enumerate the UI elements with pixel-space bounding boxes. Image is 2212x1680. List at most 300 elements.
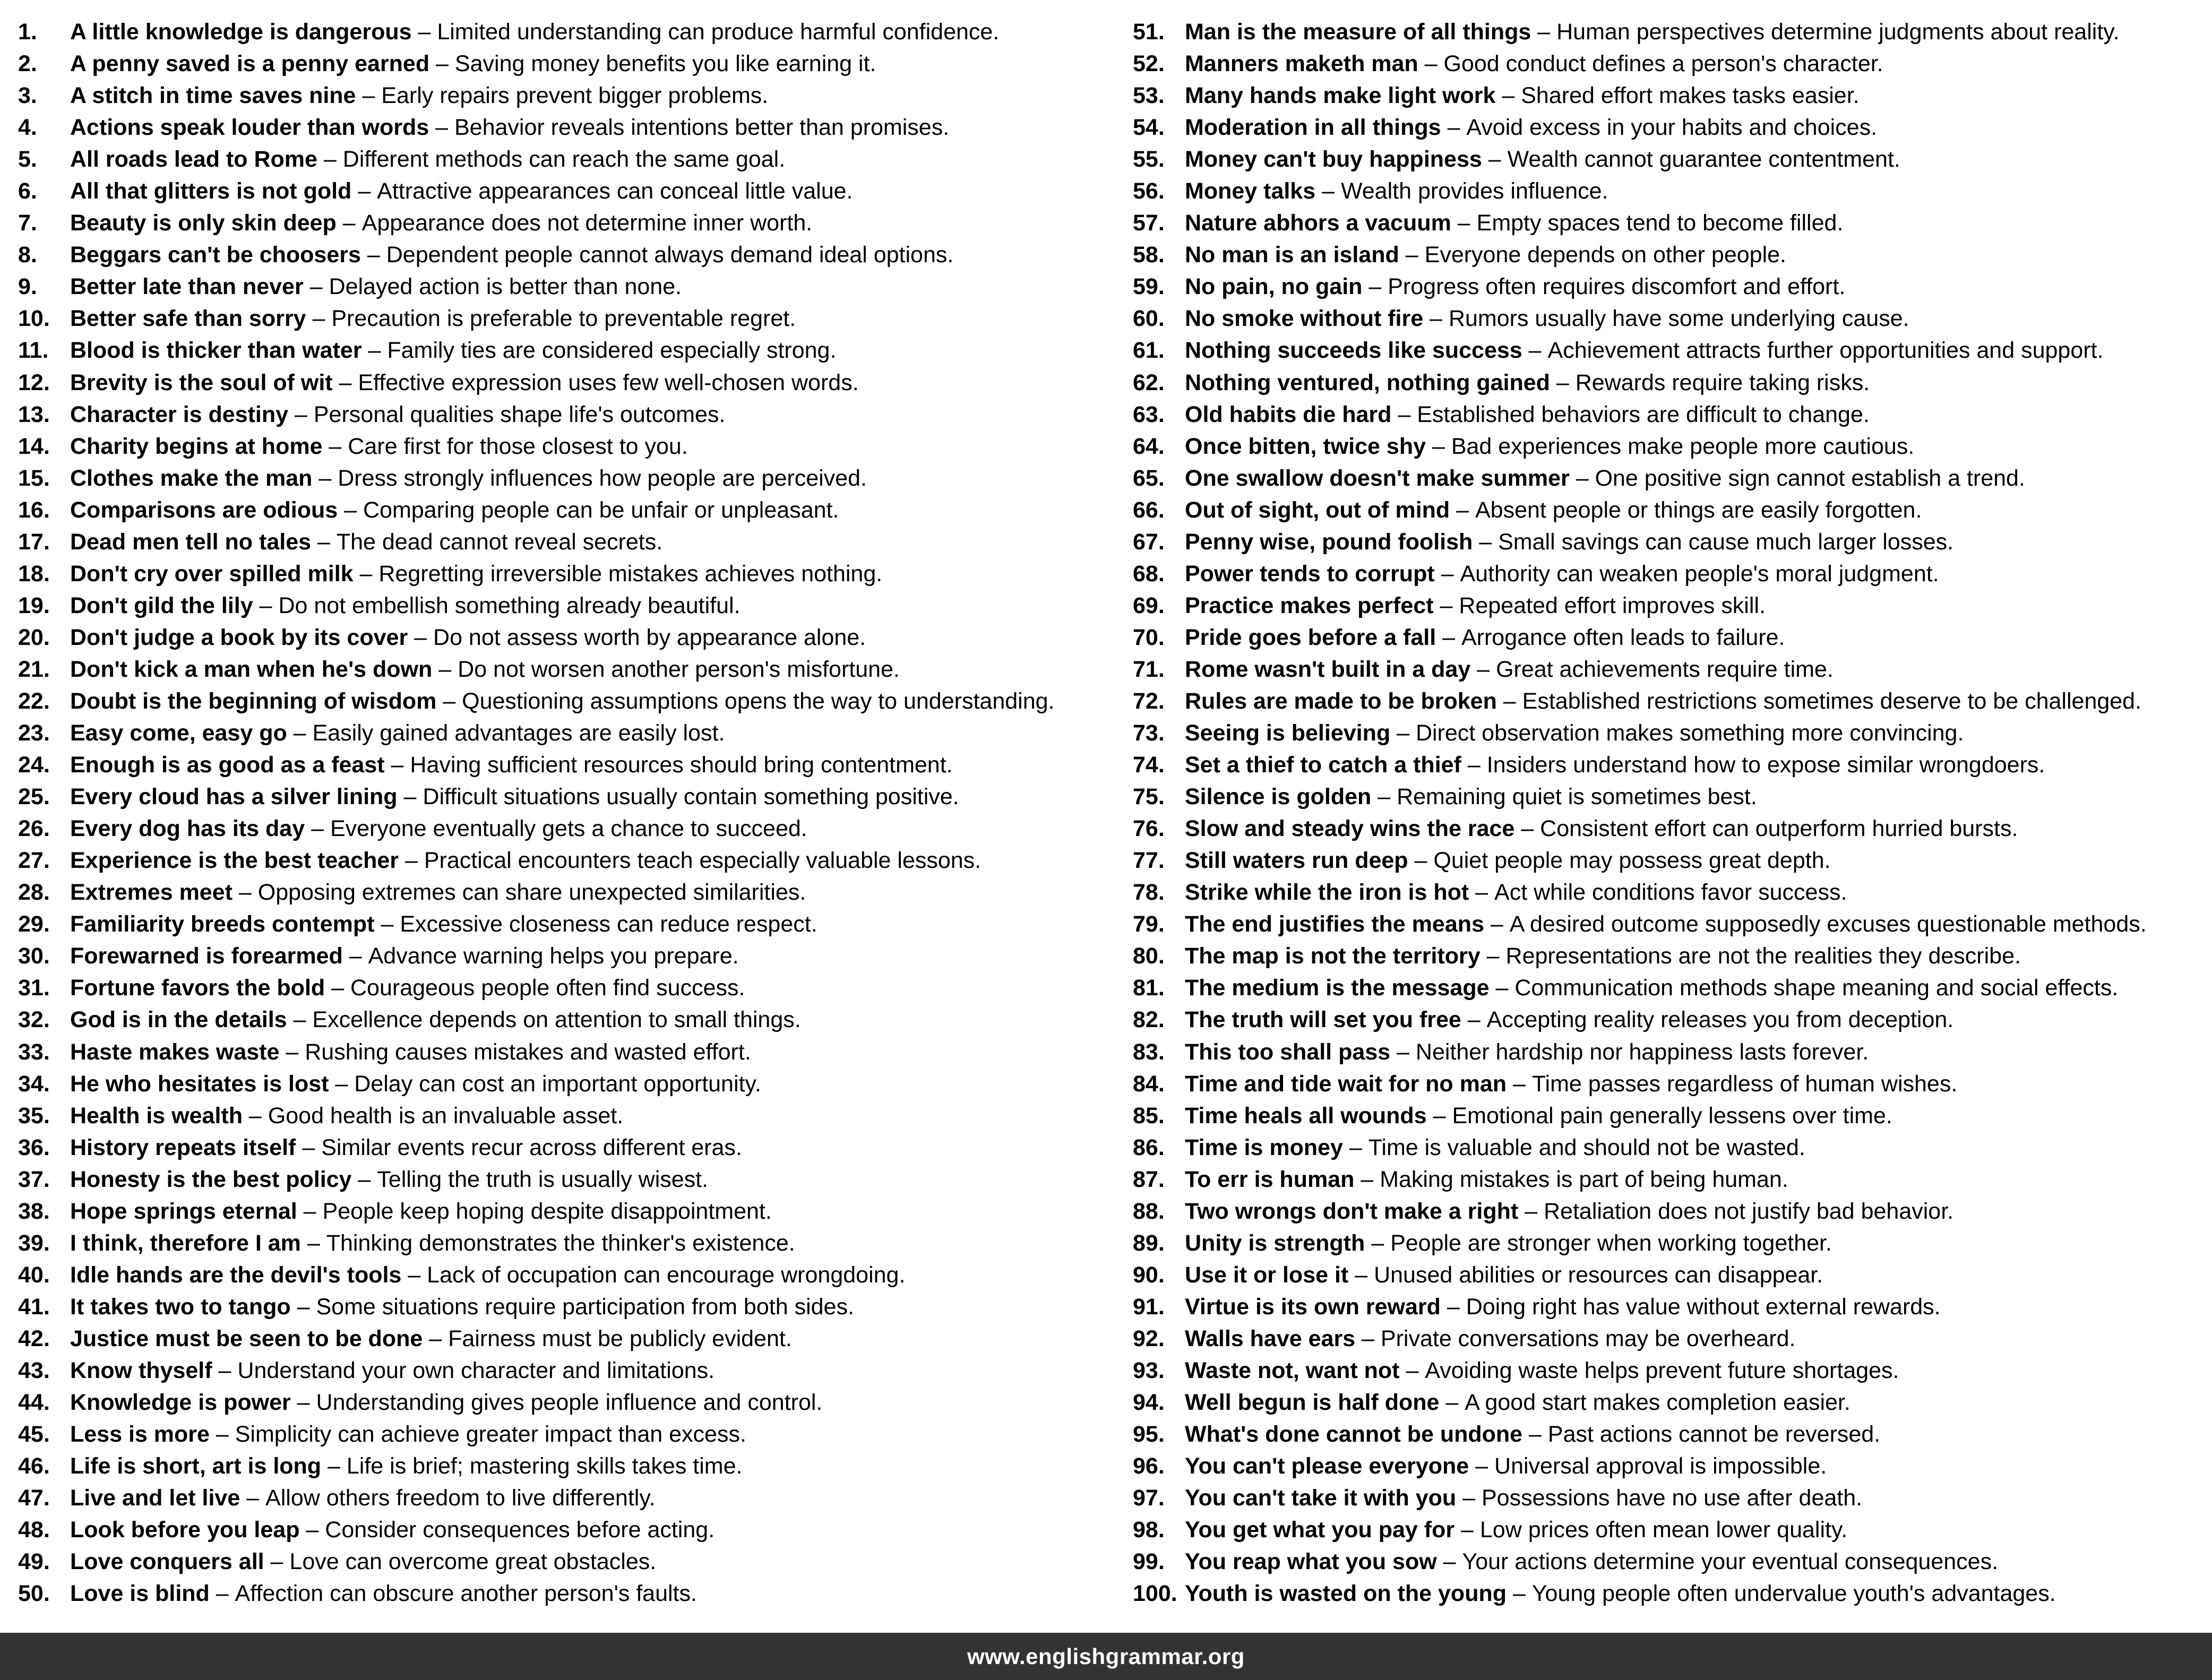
proverb-meaning: One positive sign cannot establish a trend. [1595, 465, 2025, 491]
proverb-phrase: Rules are made to be broken [1185, 688, 1497, 714]
proverb-separator: – [1391, 401, 1417, 427]
proverb-item [1133, 558, 2205, 590]
proverb-item [1133, 845, 2205, 876]
proverb-separator: – [356, 83, 382, 109]
proverb-phrase: God is in the details [70, 1007, 287, 1033]
proverb-separator: – [242, 1102, 268, 1128]
proverb-item [1133, 908, 2205, 940]
proverb-phrase: Life is short, art is long [70, 1453, 322, 1479]
proverb-meaning: Consistent effort can outperform hurried bursts. [1540, 816, 2018, 842]
proverb-phrase: Better late than never [70, 274, 304, 300]
proverb-item [18, 749, 1127, 781]
proverb-separator: – [300, 1230, 326, 1256]
proverb-separator: – [1426, 1102, 1452, 1128]
website-url: www.englishgrammar.org [967, 1643, 1245, 1669]
proverb-meaning: Making mistakes is part of being human. [1380, 1166, 1788, 1192]
proverb-meaning: Fairness must be publicly evident. [448, 1325, 792, 1351]
proverb-number: 86. [1133, 1134, 1165, 1160]
proverb-phrase: Brevity is the soul of wit [70, 369, 333, 395]
proverb-separator: – [1441, 115, 1467, 141]
proverb-number: 9. [18, 274, 37, 300]
proverb-phrase: Power tends to corrupt [1185, 561, 1435, 587]
proverb-phrase: Beggars can't be choosers [70, 242, 361, 268]
proverb-number: 3. [18, 83, 37, 109]
proverb-number: 36. [18, 1134, 50, 1160]
proverb-number: 6. [18, 178, 37, 204]
proverb-separator: – [399, 848, 424, 874]
proverb-number: 30. [18, 943, 50, 969]
proverb-separator: – [1348, 1262, 1374, 1288]
proverb-separator: – [1423, 306, 1449, 332]
proverb-item [18, 1259, 1127, 1291]
proverb-meaning: Rewards require taking risks. [1575, 369, 1870, 395]
proverb-meaning: People keep hoping despite disappointment. [322, 1198, 772, 1224]
proverb-phrase: Hope springs eternal [70, 1198, 297, 1224]
proverb-phrase: Haste makes waste [70, 1039, 280, 1065]
proverb-meaning: Time passes regardless of human wishes. [1531, 1071, 1958, 1097]
proverb-number: 100. [1133, 1581, 1177, 1607]
proverb-phrase: Youth is wasted on the young [1185, 1581, 1507, 1607]
proverb-phrase: It takes two to tango [70, 1294, 291, 1320]
proverb-phrase: I think, therefore I am [70, 1230, 301, 1256]
proverb-separator: – [429, 51, 455, 77]
proverb-item [1133, 622, 2205, 653]
proverb-separator: – [209, 1581, 235, 1607]
proverb-meaning: Effective expression uses few well-chosen words. [358, 369, 859, 395]
proverb-number: 56. [1133, 178, 1165, 204]
proverb-number: 88. [1133, 1198, 1165, 1224]
proverb-item [1133, 749, 2205, 781]
proverb-phrase: What's done cannot be undone [1185, 1421, 1523, 1448]
proverb-separator: – [408, 624, 434, 650]
proverb-meaning: Representations are not the realities they describe. [1505, 943, 2021, 969]
proverb-meaning: Limited understanding can produce harmful confidence. [437, 19, 1000, 45]
proverb-separator: – [325, 975, 350, 1001]
proverb-number: 34. [18, 1071, 50, 1097]
proverb-meaning: Rumors usually have some underlying cause. [1448, 306, 1909, 332]
proverb-phrase: Penny wise, pound foolish [1185, 529, 1473, 555]
proverb-item [18, 1004, 1127, 1036]
proverb-number: 74. [1133, 752, 1165, 778]
proverb-separator: – [1470, 656, 1496, 682]
proverb-meaning: Past actions cannot be reversed. [1547, 1421, 1881, 1448]
proverb-item [1133, 1323, 2205, 1355]
proverb-separator: – [1371, 784, 1397, 810]
proverb-meaning: Excellence depends on attention to small things. [312, 1007, 801, 1033]
proverb-number: 25. [18, 784, 50, 810]
proverb-meaning: Dependent people cannot always demand ideal options. [386, 242, 954, 268]
proverb-separator: – [1518, 1198, 1544, 1224]
proverb-separator: – [299, 1517, 325, 1543]
proverb-item [1133, 1036, 2205, 1068]
proverb-number: 35. [18, 1102, 50, 1128]
proverb-meaning: Saving money benefits you like earning it. [454, 51, 876, 77]
proverb-item [18, 1291, 1127, 1323]
proverb-number: 83. [1133, 1039, 1165, 1065]
proverb-phrase: Man is the measure of all things [1185, 19, 1531, 45]
proverb-phrase: Nothing succeeds like success [1185, 338, 1522, 364]
proverb-phrase: Still waters run deep [1185, 848, 1408, 874]
proverb-meaning: Time is valuable and should not be wasted. [1368, 1134, 1805, 1160]
proverb-number: 31. [18, 975, 50, 1001]
proverb-phrase: Forewarned is forearmed [70, 943, 343, 969]
proverb-separator: – [336, 210, 362, 236]
proverb-meaning: Young people often undervalue youth's advantages. [1531, 1581, 2056, 1607]
proverb-phrase: Time heals all wounds [1185, 1102, 1427, 1128]
proverb-item [1133, 685, 2205, 717]
proverb-separator: – [264, 1549, 290, 1575]
proverb-meaning: Family ties are considered especially strong. [387, 338, 837, 364]
proverb-item [1133, 1164, 2205, 1195]
proverb-meaning: Understanding gives people influence and control. [316, 1390, 823, 1416]
proverb-separator: – [1354, 1166, 1380, 1192]
proverb-number: 28. [18, 880, 50, 906]
proverb-separator: – [287, 720, 313, 746]
proverb-separator: – [1461, 752, 1487, 778]
proverb-separator: – [1531, 19, 1557, 45]
proverb-number: 16. [18, 497, 50, 523]
proverb-meaning: Emotional pain generally lessens over time. [1452, 1102, 1892, 1128]
proverb-number: 90. [1133, 1262, 1165, 1288]
proverb-separator: – [338, 497, 363, 523]
proverb-phrase: To err is human [1185, 1166, 1355, 1192]
proverb-number: 27. [18, 848, 50, 874]
proverb-item [1133, 526, 2205, 558]
proverb-phrase: The medium is the message [1185, 975, 1490, 1001]
proverb-item [1133, 781, 2205, 813]
proverb-number: 59. [1133, 274, 1165, 300]
proverb-item [1133, 1578, 2205, 1609]
proverb-separator: – [1489, 975, 1515, 1001]
proverb-phrase: He who hesitates is lost [70, 1071, 329, 1097]
proverb-phrase: Two wrongs don't make a right [1185, 1198, 1519, 1224]
proverb-item [1133, 590, 2205, 622]
proverb-item [18, 1578, 1127, 1609]
proverb-meaning: Achievement attracts further opportunities and support. [1547, 338, 2104, 364]
proverb-phrase: You can't take it with you [1185, 1485, 1457, 1511]
proverb-number: 48. [18, 1517, 50, 1543]
proverb-item [1133, 1546, 2205, 1578]
proverb-number: 82. [1133, 1007, 1165, 1033]
proverb-number: 41. [18, 1294, 50, 1320]
proverb-separator: – [429, 115, 454, 141]
proverb-separator: – [342, 943, 368, 969]
proverb-number: 80. [1133, 943, 1165, 969]
proverb-phrase: Beauty is only skin deep [70, 210, 337, 236]
proverb-item [1133, 1355, 2205, 1386]
proverb-phrase: Manners maketh man [1185, 51, 1418, 77]
proverb-separator: – [305, 816, 330, 842]
proverb-item [18, 239, 1127, 271]
proverb-meaning: Shared effort makes tasks easier. [1521, 83, 1860, 109]
proverb-item [1133, 653, 2205, 685]
proverb-separator: – [311, 529, 337, 555]
proverb-meaning: Dress strongly influences how people are perceived. [338, 465, 867, 491]
proverb-meaning: Absent people or things are easily forgotten. [1475, 497, 1922, 523]
proverb-item [1133, 1068, 2205, 1100]
proverb-item [18, 717, 1127, 749]
proverb-separator: – [432, 656, 458, 682]
proverb-number: 2. [18, 51, 37, 77]
proverb-phrase: Many hands make light work [1185, 83, 1496, 109]
proverb-item [18, 143, 1127, 175]
proverb-item [1133, 207, 2205, 239]
proverb-item [18, 303, 1127, 334]
proverb-number: 53. [1133, 83, 1165, 109]
proverb-meaning: Do not embellish something already beautiful. [278, 592, 741, 618]
proverb-separator: – [374, 911, 400, 937]
proverb-phrase: Moderation in all things [1185, 115, 1441, 141]
proverb-meaning: Lack of occupation can encourage wrongdoing. [427, 1262, 906, 1288]
proverb-phrase: A little knowledge is dangerous [70, 19, 412, 45]
proverb-phrase: Extremes meet [70, 880, 233, 906]
proverb-number: 97. [1133, 1485, 1165, 1511]
proverb-meaning: Everyone depends on other people. [1424, 242, 1786, 268]
proverb-meaning: Human perspectives determine judgments about reality. [1556, 19, 2120, 45]
proverb-number: 18. [18, 561, 50, 587]
proverb-separator: – [397, 784, 423, 810]
proverb-item [18, 1355, 1127, 1386]
proverb-meaning: Accepting reality releases you from deception. [1486, 1007, 1954, 1033]
proverb-separator: – [306, 306, 332, 332]
proverb-separator: – [212, 1357, 238, 1383]
proverb-number: 50. [18, 1581, 50, 1607]
proverb-item [1133, 972, 2205, 1004]
proverb-phrase: Every dog has its day [70, 816, 305, 842]
proverb-phrase: Familiarity breeds contempt [70, 911, 375, 937]
proverb-separator: – [1365, 1230, 1391, 1256]
proverb-number: 29. [18, 911, 50, 937]
proverb-separator: – [312, 465, 338, 491]
proverb-meaning: Avoiding waste helps prevent future shortages. [1425, 1357, 1899, 1383]
proverb-separator: – [1456, 1485, 1482, 1511]
proverb-number: 37. [18, 1166, 50, 1192]
proverb-separator: – [1469, 1453, 1495, 1479]
proverb-phrase: Clothes make the man [70, 465, 313, 491]
proverb-item [1133, 303, 2205, 334]
proverb-item [1133, 1291, 2205, 1323]
proverb-separator: – [1440, 1294, 1466, 1320]
proverb-item [18, 1132, 1127, 1164]
proverb-separator: – [1355, 1325, 1381, 1351]
proverb-meaning: Small savings can cause much larger losses. [1498, 529, 1954, 555]
proverb-phrase: Character is destiny [70, 401, 289, 427]
proverb-number: 11. [18, 338, 49, 364]
proverb-phrase: Money can't buy happiness [1185, 147, 1482, 173]
proverb-separator: – [1408, 848, 1434, 874]
proverb-phrase: Money talks [1185, 178, 1316, 204]
proverb-phrase: Charity begins at home [70, 433, 323, 459]
proverb-separator: – [297, 1198, 323, 1224]
proverb-separator: – [411, 19, 437, 45]
proverb-phrase: Fortune favors the bold [70, 975, 325, 1001]
proverb-number: 39. [18, 1230, 50, 1256]
proverb-number: 96. [1133, 1453, 1165, 1479]
proverb-meaning: Empty spaces tend to become filled. [1476, 210, 1844, 236]
proverb-number: 45. [18, 1421, 50, 1448]
proverb-number: 62. [1133, 369, 1165, 395]
proverb-item [18, 526, 1127, 558]
proverb-phrase: Doubt is the beginning of wisdom [70, 688, 437, 714]
proverb-separator: – [1495, 83, 1521, 109]
proverb-number: 7. [18, 210, 37, 236]
proverb-phrase: Don't cry over spilled milk [70, 561, 354, 587]
proverb-item [18, 399, 1127, 430]
proverb-number: 26. [18, 816, 50, 842]
proverb-phrase: Seeing is believing [1185, 720, 1391, 746]
proverb-separator: – [1507, 1581, 1532, 1607]
proverb-meaning: A desired outcome supposedly excuses questionable methods. [1509, 911, 2147, 937]
proverb-meaning: Your actions determine your eventual consequences. [1462, 1549, 1999, 1575]
proverb-number: 87. [1133, 1166, 1165, 1192]
proverb-phrase: Love conquers all [70, 1549, 264, 1575]
proverb-phrase: You can't please everyone [1185, 1453, 1469, 1479]
proverb-number: 10. [18, 306, 50, 332]
proverb-phrase: No smoke without fire [1185, 306, 1424, 332]
proverb-separator: – [351, 1166, 377, 1192]
proverb-separator: – [1362, 274, 1388, 300]
proverb-phrase: Health is wealth [70, 1102, 243, 1128]
proverb-phrase: Walls have ears [1185, 1325, 1356, 1351]
proverb-meaning: Direct observation makes something more convincing. [1415, 720, 1964, 746]
proverb-number: 66. [1133, 497, 1165, 523]
proverb-item [1133, 1227, 2205, 1259]
proverb-separator: – [296, 1134, 322, 1160]
proverb-phrase: This too shall pass [1185, 1039, 1391, 1065]
proverb-item [18, 80, 1127, 111]
proverb-separator: – [1469, 880, 1495, 906]
proverb-number: 78. [1133, 880, 1165, 906]
proverb-phrase: Use it or lose it [1185, 1262, 1349, 1288]
proverb-item [18, 271, 1127, 303]
proverb-separator: – [303, 274, 329, 300]
proverb-number: 70. [1133, 624, 1165, 650]
proverb-phrase: Comparisons are odious [70, 497, 338, 523]
proverb-item [1133, 462, 2205, 494]
proverb-separator: – [1450, 497, 1475, 523]
proverb-separator: – [1461, 1007, 1487, 1033]
proverb-item [1133, 940, 2205, 972]
proverb-number: 81. [1133, 975, 1165, 1001]
proverb-phrase: Unity is strength [1185, 1230, 1365, 1256]
proverb-separator: – [1439, 1390, 1465, 1416]
proverb-separator: – [401, 1262, 427, 1288]
proverb-meaning: Arrogance often leads to failure. [1461, 624, 1785, 650]
proverb-separator: – [1390, 1039, 1416, 1065]
proverb-meaning: Avoid excess in your habits and choices. [1466, 115, 1878, 141]
proverb-separator: – [1496, 688, 1522, 714]
proverb-separator: – [1569, 465, 1595, 491]
proverb-meaning: Insiders understand how to expose similar wrongdoers. [1486, 752, 2045, 778]
proverb-meaning: Quiet people may possess great depth. [1433, 848, 1831, 874]
proverb-meaning: Advance warning helps you prepare. [368, 943, 739, 969]
proverb-item [18, 1227, 1127, 1259]
proverb-meaning: Great achievements require time. [1496, 656, 1834, 682]
proverb-column-right [1133, 16, 2205, 1609]
proverb-item [18, 1164, 1127, 1195]
proverb-meaning: Good conduct defines a person's character. [1443, 51, 1883, 77]
proverb-number: 68. [1133, 561, 1165, 587]
proverb-item [18, 813, 1127, 845]
proverb-meaning: Having sufficient resources should bring contentment. [410, 752, 953, 778]
proverb-separator: – [209, 1421, 235, 1448]
proverb-separator: – [1451, 210, 1477, 236]
proverb-item [1133, 399, 2205, 430]
proverb-number: 1. [18, 19, 37, 45]
proverb-meaning: Love can overcome great obstacles. [289, 1549, 657, 1575]
proverb-item [1133, 1004, 2205, 1036]
proverb-separator: – [287, 1007, 313, 1033]
proverb-number: 42. [18, 1325, 50, 1351]
proverb-item [18, 972, 1127, 1004]
proverb-separator: – [317, 147, 343, 173]
proverb-meaning: People are stronger when working together. [1390, 1230, 1832, 1256]
proverb-separator: – [290, 1294, 316, 1320]
proverb-meaning: Good health is an invaluable asset. [268, 1102, 624, 1128]
proverb-item [18, 1546, 1127, 1578]
proverb-phrase: Know thyself [70, 1357, 212, 1383]
proverb-item [18, 590, 1127, 622]
proverb-number: 8. [18, 242, 37, 268]
proverb-meaning: Do not assess worth by appearance alone. [433, 624, 866, 650]
proverb-separator: – [1433, 592, 1459, 618]
proverb-number: 38. [18, 1198, 50, 1224]
proverb-number: 73. [1133, 720, 1165, 746]
proverb-phrase: Love is blind [70, 1581, 210, 1607]
proverb-meaning: Wealth provides influence. [1340, 178, 1608, 204]
proverb-phrase: Blood is thicker than water [70, 338, 362, 364]
proverb-item [1133, 367, 2205, 399]
proverb-item [1133, 1132, 2205, 1164]
proverb-phrase: Out of sight, out of mind [1185, 497, 1450, 523]
proverb-number: 46. [18, 1453, 50, 1479]
proverb-separator: – [1482, 147, 1508, 173]
proverb-separator: – [290, 1390, 316, 1416]
proverb-phrase: Look before you leap [70, 1517, 300, 1543]
proverb-item [18, 494, 1127, 526]
proverb-phrase: Actions speak louder than words [70, 115, 429, 141]
proverb-separator: – [279, 1039, 305, 1065]
proverb-phrase: Old habits die hard [1185, 401, 1392, 427]
proverb-item [18, 111, 1127, 143]
proverb-item [1133, 1259, 2205, 1291]
proverb-phrase: Better safe than sorry [70, 306, 306, 332]
proverb-number: 14. [18, 433, 50, 459]
proverb-meaning: Authority can weaken people's moral judgment. [1460, 561, 1939, 587]
proverb-meaning: Retaliation does not justify bad behavior. [1544, 1198, 1954, 1224]
proverb-item [1133, 271, 2205, 303]
proverb-number: 84. [1133, 1071, 1165, 1097]
proverb-item [18, 685, 1127, 717]
proverb-meaning: Appearance does not determine inner worth. [362, 210, 813, 236]
proverb-phrase: Slow and steady wins the race [1185, 816, 1515, 842]
proverb-item [18, 940, 1127, 972]
proverb-number: 22. [18, 688, 50, 714]
proverb-phrase: You get what you pay for [1185, 1517, 1455, 1543]
proverb-item [18, 908, 1127, 940]
proverb-number: 60. [1133, 306, 1165, 332]
proverb-item [1133, 16, 2205, 48]
proverb-item [18, 1418, 1127, 1450]
proverb-phrase: Dead men tell no tales [70, 529, 312, 555]
proverb-number: 20. [18, 624, 50, 650]
proverb-meaning: Life is brief; mastering skills takes time. [346, 1453, 743, 1479]
proverb-number: 99. [1133, 1549, 1165, 1575]
proverb-item [18, 462, 1127, 494]
proverb-separator: – [253, 592, 279, 618]
proverb-number: 13. [18, 401, 50, 427]
proverb-meaning: A good start makes completion easier. [1465, 1390, 1850, 1416]
